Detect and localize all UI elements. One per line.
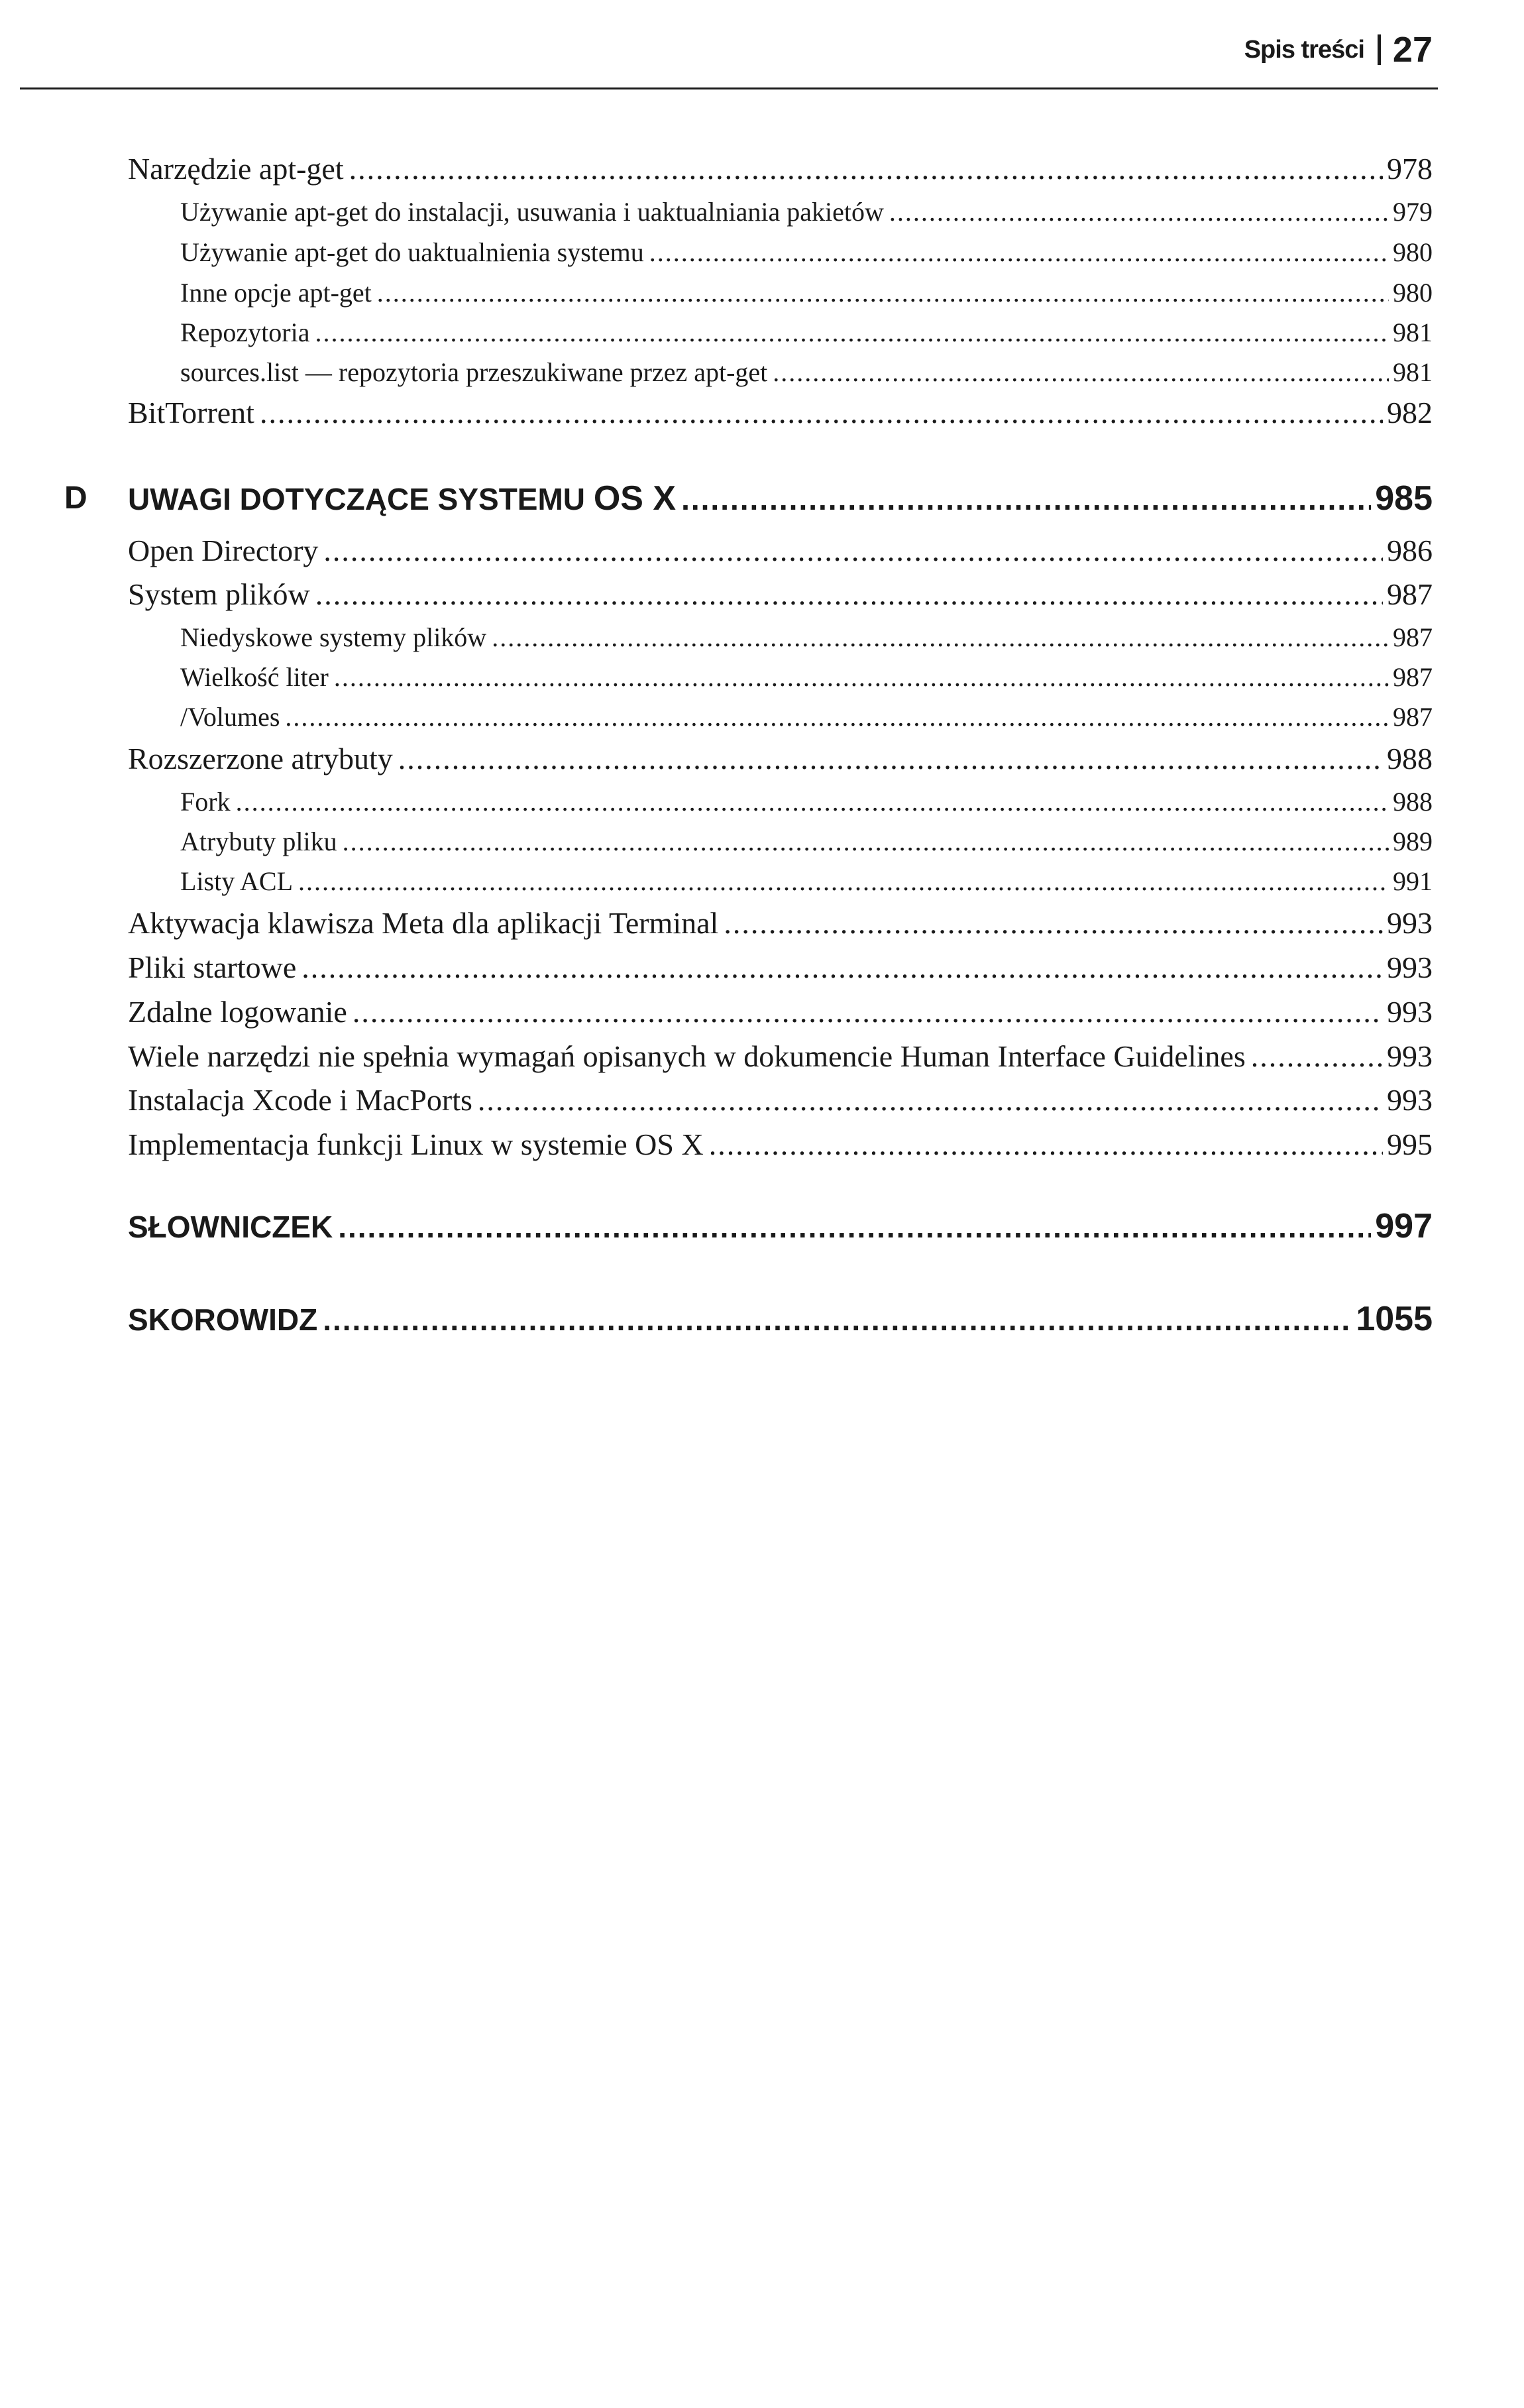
- toc-entry-page: 982: [1387, 396, 1433, 430]
- toc-entry-page: 980: [1393, 237, 1433, 267]
- toc-entry[interactable]: [128, 151, 1433, 186]
- dot-leader: [338, 1209, 1371, 1245]
- dot-leader: [323, 533, 1383, 568]
- toc-entry[interactable]: [128, 1127, 1433, 1162]
- toc-entry-label: Używanie apt-get do instalacji, usuwania i uaktualniania pakietów: [180, 197, 884, 227]
- toc-entry[interactable]: [180, 237, 1433, 268]
- toc-entry-page: 978: [1387, 152, 1433, 186]
- toc-entry-label: Pliki startowe: [128, 950, 297, 984]
- chapter-title: [128, 479, 681, 518]
- dot-leader: [709, 1127, 1383, 1162]
- toc-entry[interactable]: [128, 994, 1433, 1029]
- toc-entry-page: 991: [1393, 866, 1433, 896]
- toc-entry[interactable]: [128, 395, 1433, 430]
- toc-entry-label: BitTorrent: [128, 396, 254, 430]
- toc-entry-label: /Volumes: [180, 702, 280, 732]
- toc-entry-page: 995: [1387, 1127, 1433, 1161]
- toc-entry-page: 993: [1387, 906, 1433, 940]
- glossary-title: SŁOWNICZEK: [128, 1210, 333, 1244]
- dot-leader: [649, 237, 1389, 268]
- toc-entry-label: Niedyskowe systemy plików: [180, 622, 487, 652]
- dot-leader: [260, 395, 1383, 430]
- toc-entry[interactable]: [180, 622, 1433, 653]
- dot-leader: [301, 950, 1383, 985]
- toc-entry[interactable]: [128, 577, 1433, 612]
- dot-leader: [285, 701, 1389, 732]
- index-page: 1055: [1356, 1300, 1433, 1338]
- toc-entry-page: 989: [1393, 827, 1433, 856]
- toc-entry-page: 986: [1387, 534, 1433, 567]
- toc-entry-page: 987: [1393, 702, 1433, 732]
- chapter-letter: D: [64, 481, 87, 516]
- toc-entry[interactable]: [128, 533, 1433, 568]
- toc-entry[interactable]: [128, 1039, 1433, 1074]
- dot-leader: [343, 826, 1389, 857]
- header-rule: [20, 87, 1438, 89]
- toc-entry-label: Fork: [180, 787, 231, 817]
- dot-leader: [323, 1302, 1352, 1338]
- dot-leader: [298, 866, 1389, 897]
- glossary-page: 997: [1375, 1207, 1433, 1245]
- toc-entry-label: System plików: [128, 577, 310, 611]
- dot-leader: [681, 481, 1371, 517]
- dot-leader: [773, 357, 1389, 388]
- toc-entry[interactable]: [180, 277, 1433, 308]
- dot-leader: [349, 151, 1383, 186]
- toc-entry-label: Narzędzie apt-get: [128, 152, 344, 186]
- toc-entry-label: Inne opcje apt-get: [180, 278, 372, 308]
- dot-leader: [492, 622, 1389, 653]
- toc-entry-page: 993: [1387, 1083, 1433, 1117]
- dot-leader: [889, 196, 1389, 227]
- toc-entry-label: sources.list — repozytoria przeszukiwane przez apt-get: [180, 357, 768, 387]
- toc-entry-label: Open Directory: [128, 534, 319, 567]
- dot-leader: [236, 786, 1389, 817]
- dot-leader: [478, 1082, 1383, 1118]
- toc-entry-page: 981: [1393, 317, 1433, 347]
- toc-entry[interactable]: [180, 866, 1433, 897]
- dot-leader: [1251, 1039, 1383, 1074]
- toc-entry[interactable]: [180, 357, 1433, 388]
- index-heading[interactable]: [128, 1299, 1433, 1339]
- glossary-heading[interactable]: [128, 1206, 1433, 1246]
- toc-entry[interactable]: [180, 661, 1433, 693]
- toc-entry-label: Wielkość liter: [180, 662, 329, 692]
- dot-leader: [398, 741, 1383, 776]
- toc-entry-page: 993: [1387, 950, 1433, 984]
- chapter-title-small: UWAGI DOTYCZĄCE SYSTEMU: [128, 482, 586, 516]
- toc-entry-label: Instalacja Xcode i MacPorts: [128, 1083, 472, 1117]
- dot-leader: [315, 577, 1383, 612]
- toc-entry-label: Używanie apt-get do uaktualnienia systemu: [180, 237, 644, 267]
- toc-entry[interactable]: [128, 905, 1433, 941]
- dot-leader: [377, 277, 1389, 308]
- toc-entry-page: 987: [1393, 622, 1433, 652]
- running-header: [1244, 27, 1433, 73]
- toc-entry-page: 981: [1393, 357, 1433, 387]
- toc-entry-page: 988: [1387, 742, 1433, 775]
- toc-entry[interactable]: [128, 1082, 1433, 1118]
- toc-entry-label: Zdalne logowanie: [128, 995, 347, 1029]
- toc-entry-page: 987: [1393, 662, 1433, 692]
- toc-entry-page: 988: [1393, 787, 1433, 817]
- toc-entry-page: 987: [1387, 577, 1433, 611]
- toc-entry[interactable]: [180, 317, 1433, 348]
- toc-entry[interactable]: [180, 786, 1433, 817]
- toc-entry-page: 980: [1393, 278, 1433, 308]
- toc-entry-label: Rozszerzone atrybuty: [128, 742, 393, 775]
- chapter-page: 985: [1375, 479, 1433, 518]
- toc-entry-label: Aktywacja klawisza Meta dla aplikacji Terminal: [128, 906, 719, 940]
- chapter-heading[interactable]: [128, 479, 1433, 518]
- toc-entry-page: 979: [1393, 197, 1433, 227]
- header-separator: [1378, 34, 1381, 65]
- toc-entry-label: Repozytoria: [180, 317, 310, 347]
- header-page-number: 27: [1392, 30, 1433, 70]
- dot-leader: [353, 994, 1383, 1029]
- toc-entry[interactable]: [128, 950, 1433, 985]
- dot-leader: [334, 661, 1389, 693]
- toc-entry-label: Wiele narzędzi nie spełnia wymagań opisanych w dokumencie Human Interface Guidelines: [128, 1039, 1246, 1073]
- dot-leader: [724, 905, 1383, 941]
- chapter-title-big: OS X: [593, 479, 677, 518]
- toc-entry[interactable]: [180, 701, 1433, 732]
- toc-entry-label: Listy ACL: [180, 866, 294, 896]
- toc-entry-label: Atrybuty pliku: [180, 827, 337, 856]
- toc-entry[interactable]: [180, 196, 1433, 227]
- toc-entry-label: Implementacja funkcji Linux w systemie OS X: [128, 1127, 704, 1161]
- toc-entry[interactable]: [128, 741, 1433, 776]
- toc-entry-page: 993: [1387, 1039, 1433, 1073]
- header-section-title: Spis treści: [1244, 35, 1364, 64]
- toc-entry[interactable]: [180, 826, 1433, 857]
- index-title: SKOROWIDZ: [128, 1302, 318, 1337]
- dot-leader: [315, 317, 1389, 348]
- toc-entry-page: 993: [1387, 995, 1433, 1029]
